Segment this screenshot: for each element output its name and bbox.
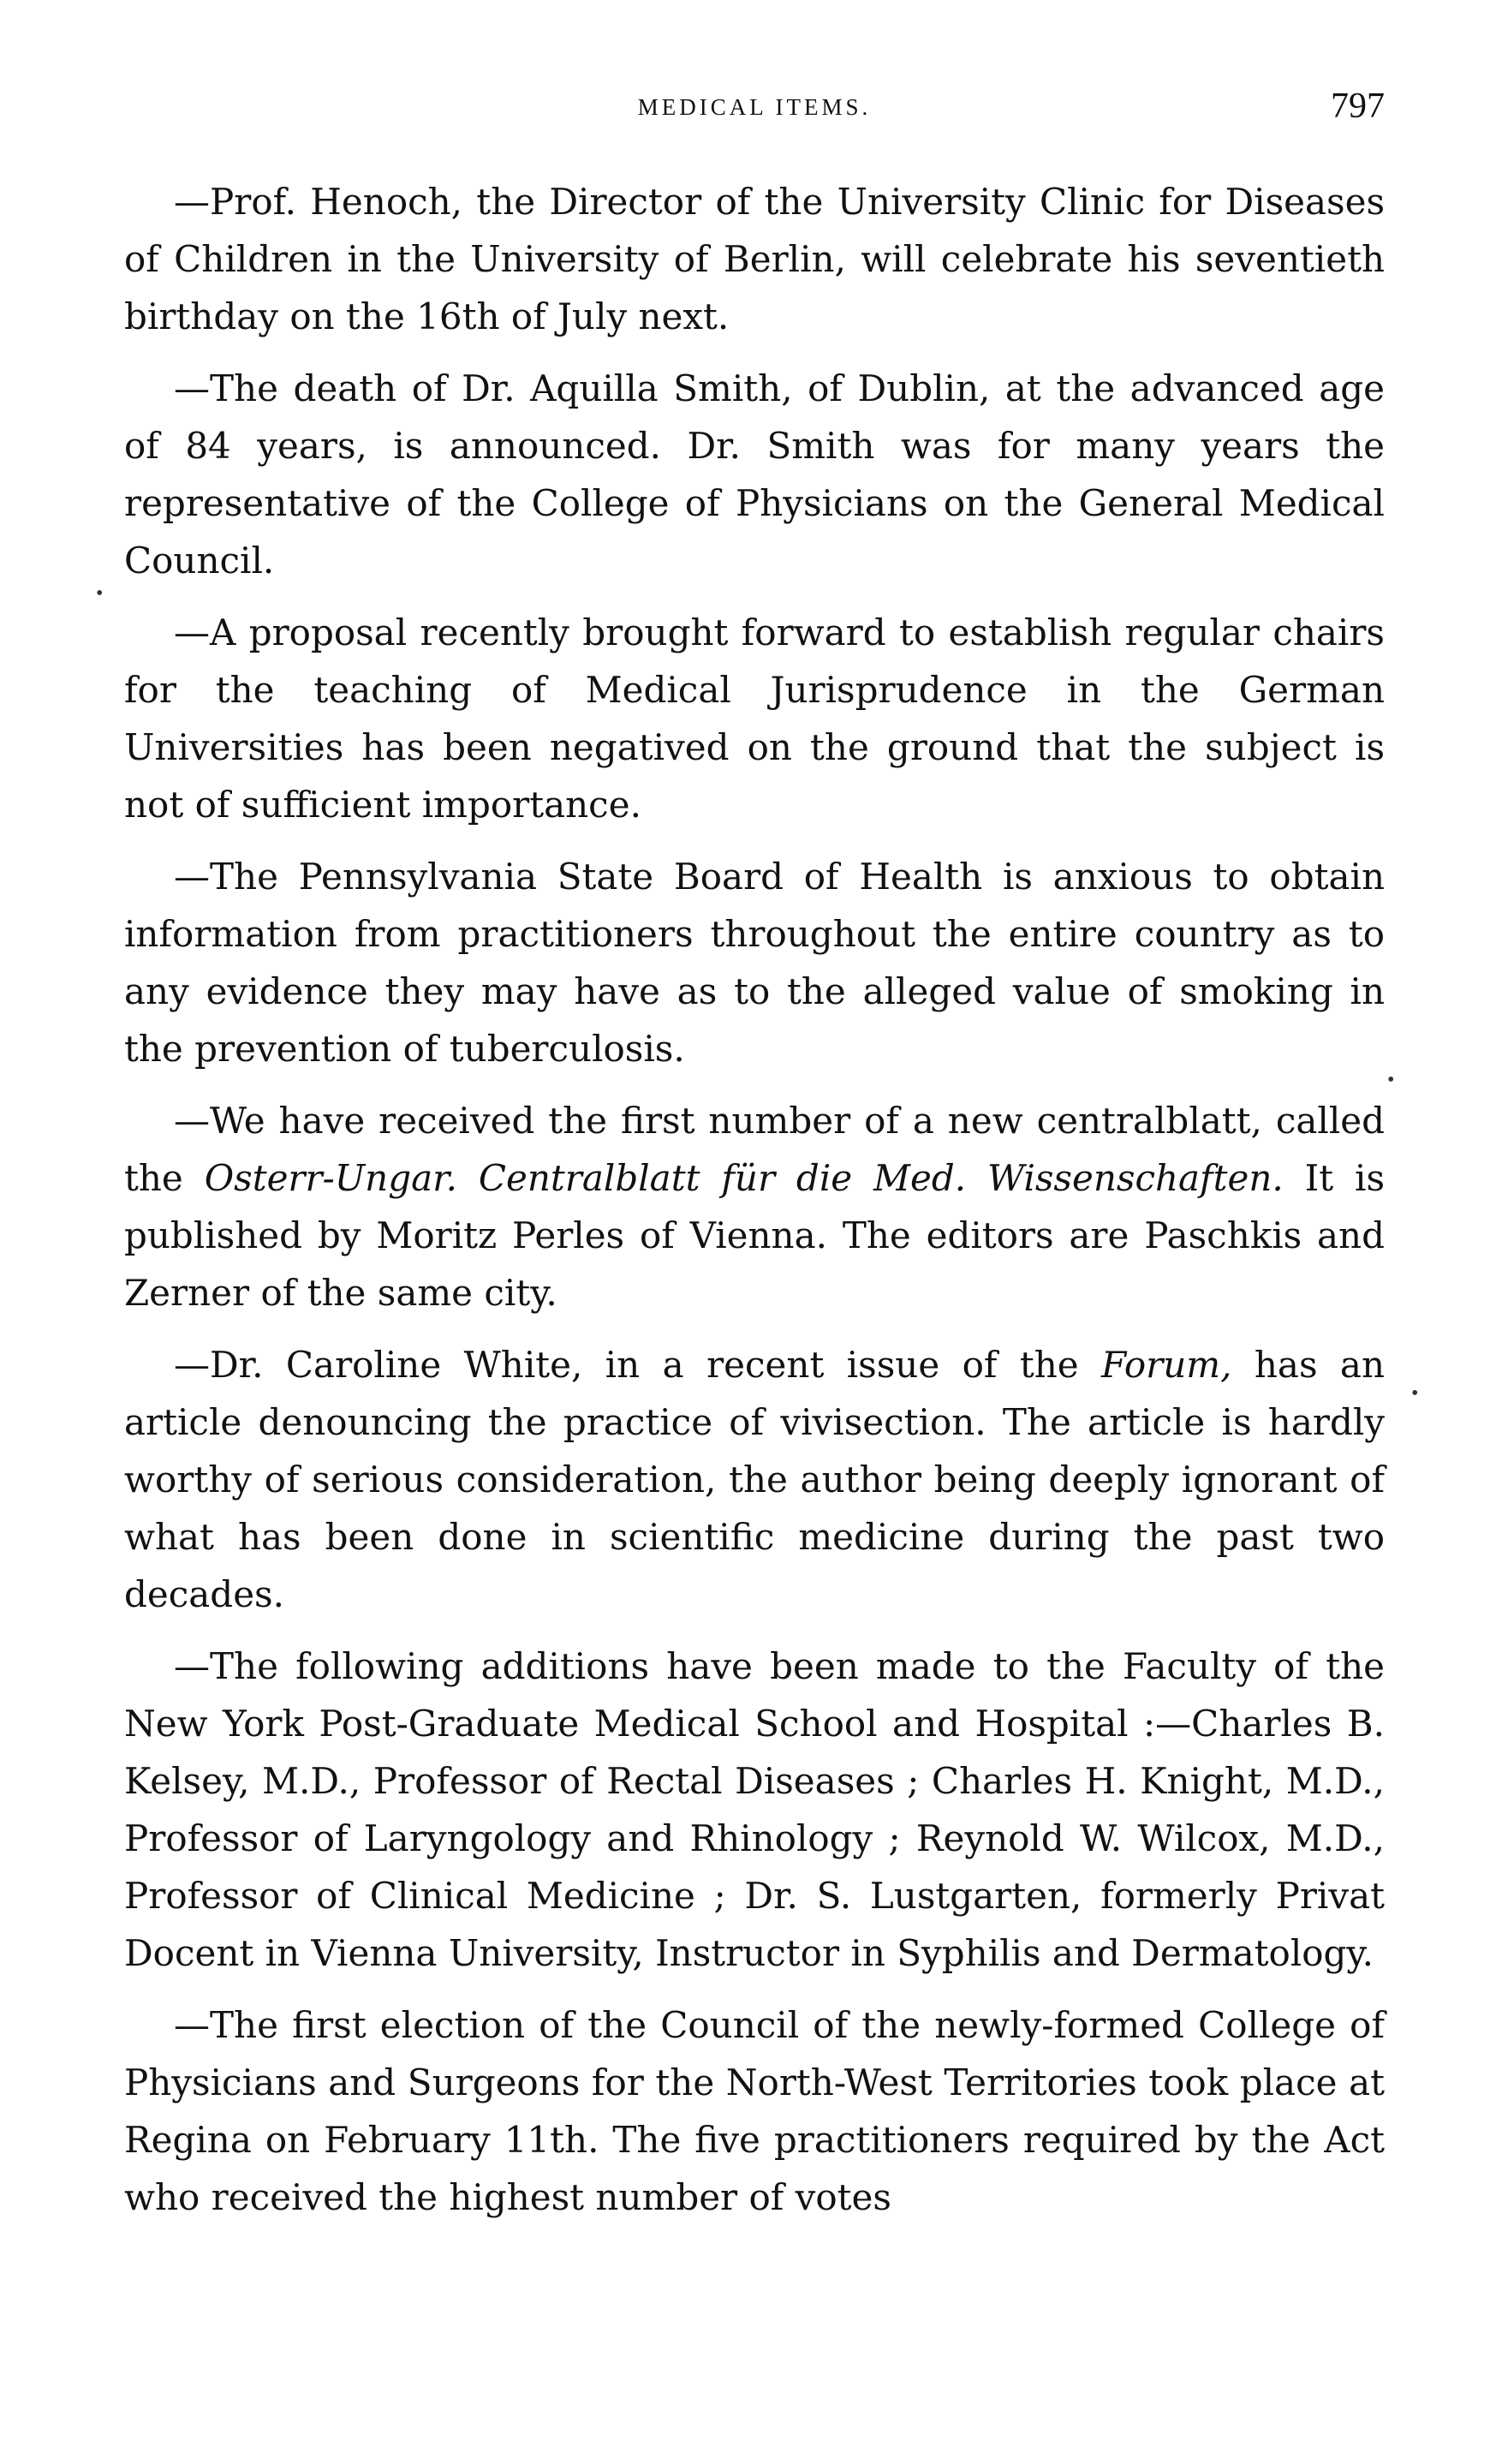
print-speck: • [1387,1069,1395,1091]
running-title: MEDICAL ITEMS. [637,94,872,120]
item-text: —We have received the first number of a new centralblatt, called the [124,1100,1385,1199]
news-item-council-election: —The first election of the Council of the newly-formed College of Physicians and Surgeons for the North-West Territories took place at Regina on February 11th. The five practitioners required by the Act who received the highest number of votes [124,2004,1385,2218]
news-item-caroline-white [124,1336,1385,1623]
print-speck: • [96,582,104,605]
item-text: It is published by Moritz Perles of Vienna. The editors are Paschkis and Zerner of the same city. [124,1157,1386,1314]
news-item-aquilla-smith: —The death of Dr. Aquilla Smith, of Dublin, at the advanced age of 84 years, is announced. Dr. Smith was for many years the representative of the College of Physicians on the General Medical Council. [124,367,1385,582]
news-item-centralblatt [124,1092,1385,1321]
journal-title: Osterr-Ungar. Centralblatt für die Med. Wissenschaften. [204,1157,1284,1199]
page-number: 797 [1331,87,1385,126]
running-head [124,86,1385,135]
news-item-henoch: —Prof. Henoch, the Director of the University Clinic for Diseases of Children in the University of Berlin, will celebrate his seventieth birthday on the 16th of July next. [124,181,1385,337]
item-text: —Dr. Caroline White, in a recent issue of the [174,1344,1102,1386]
item-text: has an article denouncing the practice of vivisection. The article is hardly worthy of serious consideration, the author being deeply ignorant of what has been done in scientific medicine during the past two decades. [124,1344,1385,1615]
print-speck: • [1411,1382,1419,1405]
news-item-post-graduate-faculty: —The following additions have been made to the Faculty of the New York Post-Graduate Medical School and Hospital :—Charles B. Kelsey, M.D., Professor of Rectal Diseases ; Charles H. Knight, M.D., Professor of Laryngology and Rhinology ; Reynold W. Wilcox, M.D., Professor of Clinical Medicine ; Dr. S. Lustgarten, formerly Privat Docent in Vienna University, Instructor in Syphilis and Dermatology. [124,1645,1385,1974]
news-item-medical-jurisprudence: —A proposal recently brought forward to establish regular chairs for the teaching of Medical Jurisprudence in the German Universities has been negatived on the ground that the subject is not of sufficient importance. [124,612,1385,826]
journal-title: Forum, [1101,1344,1232,1386]
news-item-pennsylvania-board: —The Pennsylvania State Board of Health is anxious to obtain information from practitioners throughout the entire country as to any evidence they may have as to the alleged value of smoking in the prevention of tuberculosis. [124,856,1385,1070]
